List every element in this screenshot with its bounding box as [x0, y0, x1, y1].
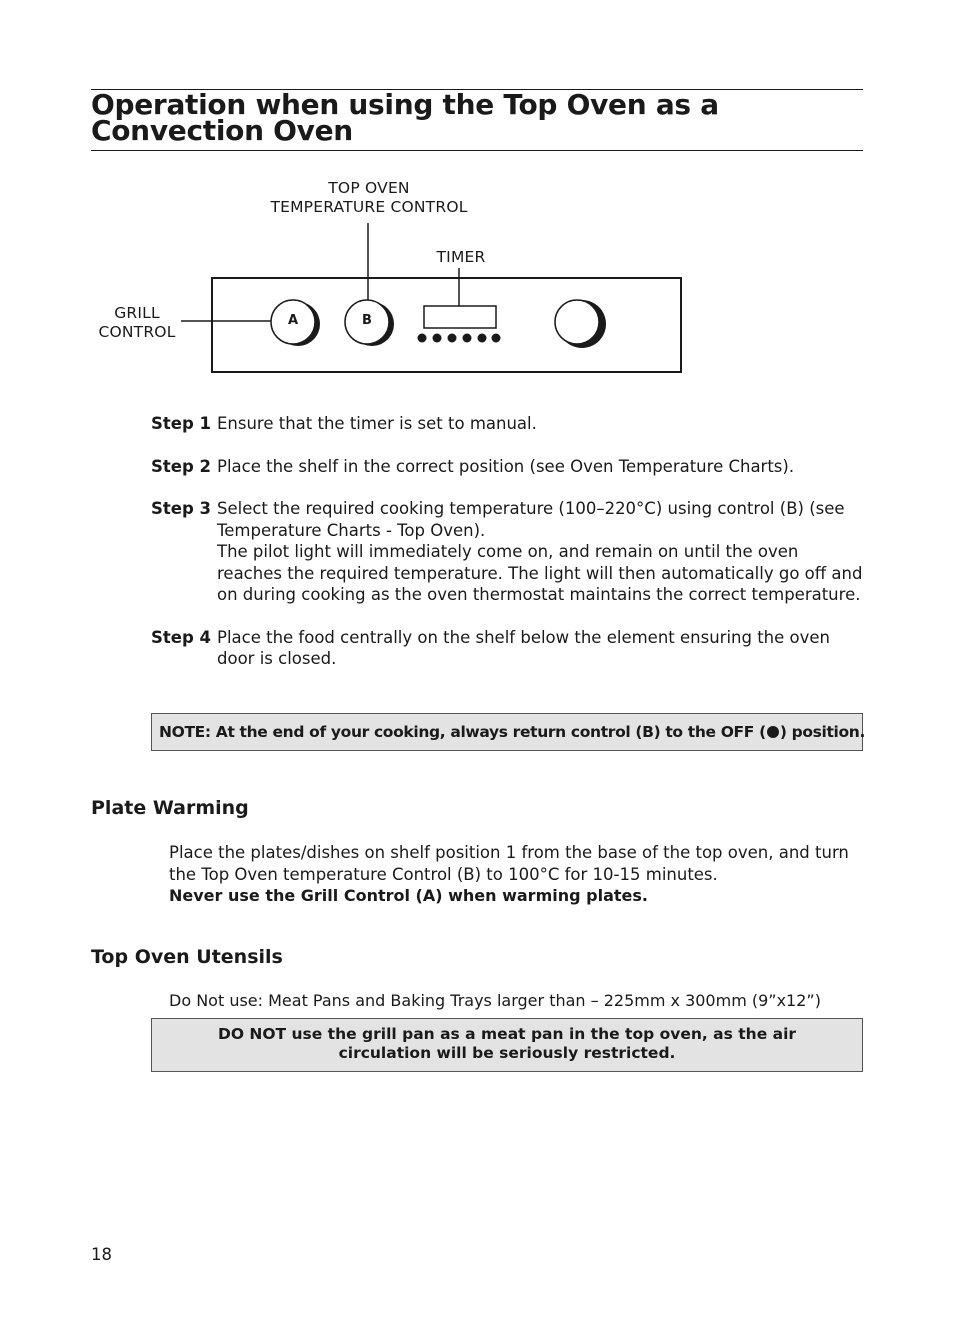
note-text-before: NOTE: At the end of your cooking, always return control (B) to the OFF ( [159, 723, 766, 741]
grill-label-line2: CONTROL [98, 323, 176, 341]
timer-buttons [418, 334, 501, 343]
step-label: Step 4 [151, 627, 211, 647]
step-2 [151, 456, 863, 478]
top-oven-label-line2: TEMPERATURE CONTROL [270, 198, 468, 216]
step-text [217, 498, 863, 606]
warning-line1: DO NOT use the grill pan as a meat pan in the top oven, as the air [217, 1025, 797, 1043]
step-4 [151, 627, 863, 670]
step-line: Select the required cooking temperature (100–220°C) using control (B) (see Temperature Charts - Top Oven). [217, 499, 845, 540]
utensils-text: Do Not use: Meat Pans and Baking Trays larger than – 225mm x 300mm (9”x12”) [169, 991, 821, 1010]
page-number: 18 [91, 1245, 112, 1264]
note-text [159, 722, 865, 742]
note-text-after: ) position. [779, 723, 866, 741]
step-3 [151, 498, 863, 606]
step-text [217, 456, 863, 478]
timer-label: TIMER [436, 248, 486, 266]
off-dot-icon [767, 726, 779, 738]
step-line: Ensure that the timer is set to manual. [217, 414, 537, 433]
plate-warming-paragraph: Place the plates/dishes on shelf position 1 from the base of the top oven, and turn the Top Oven temperature Control (B) to 100°C for 10-15 minutes. [169, 843, 849, 884]
step-label: Step 3 [151, 499, 211, 518]
knob-b-letter: B [362, 313, 372, 328]
top-oven-utensils-heading: Top Oven Utensils [91, 946, 283, 968]
knob-a-letter: A [287, 313, 299, 328]
plate-warming-heading: Plate Warming [91, 797, 249, 819]
step-line: Place the shelf in the correct position (see Oven Temperature Charts). [217, 456, 795, 476]
knob-main-oven [555, 300, 606, 348]
warning-box [151, 1018, 863, 1072]
plate-warming-warning: Never use the Grill Control (A) when warming plates. [169, 886, 648, 905]
warning-text [152, 1025, 862, 1063]
step-text [217, 627, 863, 670]
step-text [217, 413, 863, 435]
timer-display [424, 306, 496, 328]
step-line: The pilot light will immediately come on, and remain on until the oven reaches the required temperature. The light will then automatically go off and on during cooking as the oven thermostat maintains the correct temperature. [217, 542, 863, 604]
grill-label-line1: GRILL [114, 304, 160, 322]
note-box [151, 713, 866, 751]
step-line: Place the food centrally on the shelf below the element ensuring the oven door is closed. [217, 627, 830, 668]
plate-warming-text [169, 842, 859, 907]
step-label: Step 1 [151, 414, 211, 433]
warning-line2: circulation will be seriously restricted. [338, 1044, 676, 1062]
top-oven-label-line1: TOP OVEN [328, 179, 410, 197]
step-label: Step 2 [151, 456, 211, 476]
page-title: Operation when using the Top Oven as a Convection Oven [91, 88, 719, 147]
steps-list [151, 413, 863, 691]
control-panel-diagram [0, 0, 954, 400]
step-1 [151, 413, 863, 435]
